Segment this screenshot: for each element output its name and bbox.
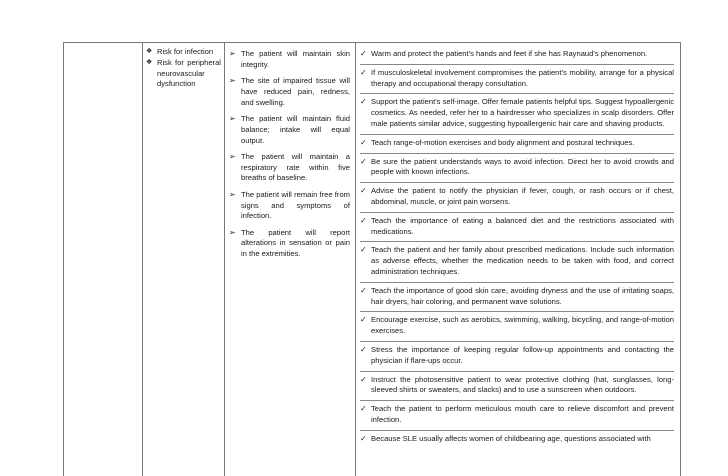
table-right-border (680, 42, 681, 476)
intervention-item (360, 375, 674, 402)
intervention-text: Because SLE usually affects women of childbearing age, questions associated with (371, 433, 651, 443)
checkmark-bullet-icon: ✓ (360, 245, 367, 255)
checkmark-bullet-icon: ✓ (360, 186, 367, 196)
checkmark-bullet-icon: ✓ (360, 315, 367, 325)
diagnosis-item (146, 58, 221, 90)
column-divider-2 (224, 42, 225, 476)
diagnosis-label: Risk for infection (157, 47, 214, 56)
intervention-text: Support the patient's self-image. Offer female patients helpful tips. Suggest hypoallergenic cosmetics. As needed, refer her to a hairdresser who specializes in scalp disorders. Offer male patients similar advice, suggesting hypoallergenic hair care and shaving products. (371, 97, 674, 128)
intervention-text: Instruct the photosensitive patient to wear protective clothing (hat, sunglasses, long-sleeved shirts or sweaters, and slacks) and to use a sunscreen when outdoors. (371, 374, 674, 395)
intervention-text: Warm and protect the patient's hands and feet if she has Raynaud's phenomenon. (371, 49, 648, 58)
arrow-bullet-icon: ➢ (229, 49, 236, 58)
intervention-text: Teach the patient to perform meticulous mouth care to relieve discomfort and prevent infection. (371, 404, 674, 424)
checkmark-bullet-icon: ✓ (360, 137, 367, 147)
intervention-text: Teach the importance of eating a balanced diet and the restrictions associated with medications. (371, 215, 674, 236)
intervention-item (360, 286, 674, 313)
intervention-item (360, 245, 674, 282)
table-left-border (63, 42, 64, 476)
intervention-item (360, 138, 674, 154)
outcome-item (229, 190, 350, 222)
arrow-bullet-icon: ➢ (229, 189, 236, 199)
outcome-text: The patient will report alterations in sensation or pain in the extremities. (241, 227, 350, 259)
diagnosis-item (146, 47, 221, 58)
intervention-item (360, 186, 674, 213)
checkmark-bullet-icon: ✓ (360, 285, 367, 295)
outcome-text: The patient will remain free from signs and symptoms of infection. (241, 189, 350, 221)
intervention-item (360, 345, 674, 372)
outcomes-column (229, 49, 350, 266)
checkmark-bullet-icon: ✓ (360, 374, 367, 384)
outcome-text: The patient will maintain fluid balance; intake will equal output. (241, 113, 350, 145)
diagnosis-column (146, 47, 221, 90)
intervention-text: Encourage exercise, such as aerobics, swimming, walking, bicycling, and range-of-motion exercises. (371, 315, 674, 336)
intervention-text: Teach the importance of good skin care, avoiding dryness and the use of irritating soaps, hair dryers, hair coloring, and permanent wave solutions. (371, 285, 674, 306)
intervention-text: Advise the patient to notify the physician if fever, cough, or rash occurs or if chest, abdominal, muscle, or joint pain worsens. (371, 186, 674, 206)
column-divider-1 (142, 42, 143, 476)
intervention-item (360, 216, 674, 243)
table-top-border (63, 42, 681, 43)
intervention-item (360, 404, 674, 431)
checkmark-bullet-icon: ✓ (360, 97, 367, 107)
intervention-item (360, 49, 674, 65)
checkmark-bullet-icon: ✓ (360, 215, 367, 225)
intervention-text: Teach range-of-motion exercises and body alignment and postural techniques. (371, 137, 635, 147)
outcome-item (229, 228, 350, 260)
intervention-item (360, 68, 674, 95)
arrow-bullet-icon: ➢ (229, 151, 236, 161)
checkmark-bullet-icon: ✓ (360, 156, 367, 166)
checkmark-bullet-icon: ✓ (360, 344, 367, 354)
outcome-text: The patient will maintain skin integrity. (241, 49, 350, 69)
outcome-text: The patient will maintain a respiratory rate within five breaths of baseline. (241, 151, 350, 183)
outcome-item (229, 76, 350, 108)
intervention-text: Stress the importance of keeping regular follow-up appointments and contacting the physician if flare-ups occur. (371, 344, 674, 365)
intervention-text: Be sure the patient understands ways to avoid infection. Direct her to avoid crowds and people with known infections. (371, 156, 674, 177)
arrow-bullet-icon: ➢ (229, 113, 236, 123)
diagnosis-label: Risk for peripheral neurovascular dysfunction (157, 57, 221, 89)
arrow-bullet-icon: ➢ (229, 76, 236, 86)
diamond-bullet-icon: ❖ (146, 48, 153, 55)
outcome-item (229, 152, 350, 184)
intervention-item (360, 434, 674, 449)
outcome-text: The site of impaired tissue will have reduced pain, redness, and swelling. (241, 76, 350, 107)
intervention-text: If musculoskeletal involvement compromises the patient's mobility, arrange for a physical therapy and occupational therapy consultation. (371, 67, 674, 88)
intervention-item (360, 97, 674, 134)
arrow-bullet-icon: ➢ (229, 227, 236, 237)
intervention-item (360, 157, 674, 184)
intervention-text: Teach the patient and her family about prescribed medications. Include such information as adverse effects, whether the medication needs to be taken with food, and correct administration techniques. (371, 245, 674, 276)
column-divider-3 (355, 42, 356, 476)
diamond-bullet-icon: ❖ (146, 58, 153, 66)
outcome-item (229, 114, 350, 146)
checkmark-bullet-icon: ✓ (360, 404, 367, 414)
outcome-item (229, 49, 350, 71)
checkmark-bullet-icon: ✓ (360, 67, 367, 77)
checkmark-bullet-icon: ✓ (360, 433, 367, 443)
interventions-column (360, 49, 674, 452)
checkmark-bullet-icon: ✓ (360, 49, 367, 58)
intervention-item (360, 315, 674, 342)
